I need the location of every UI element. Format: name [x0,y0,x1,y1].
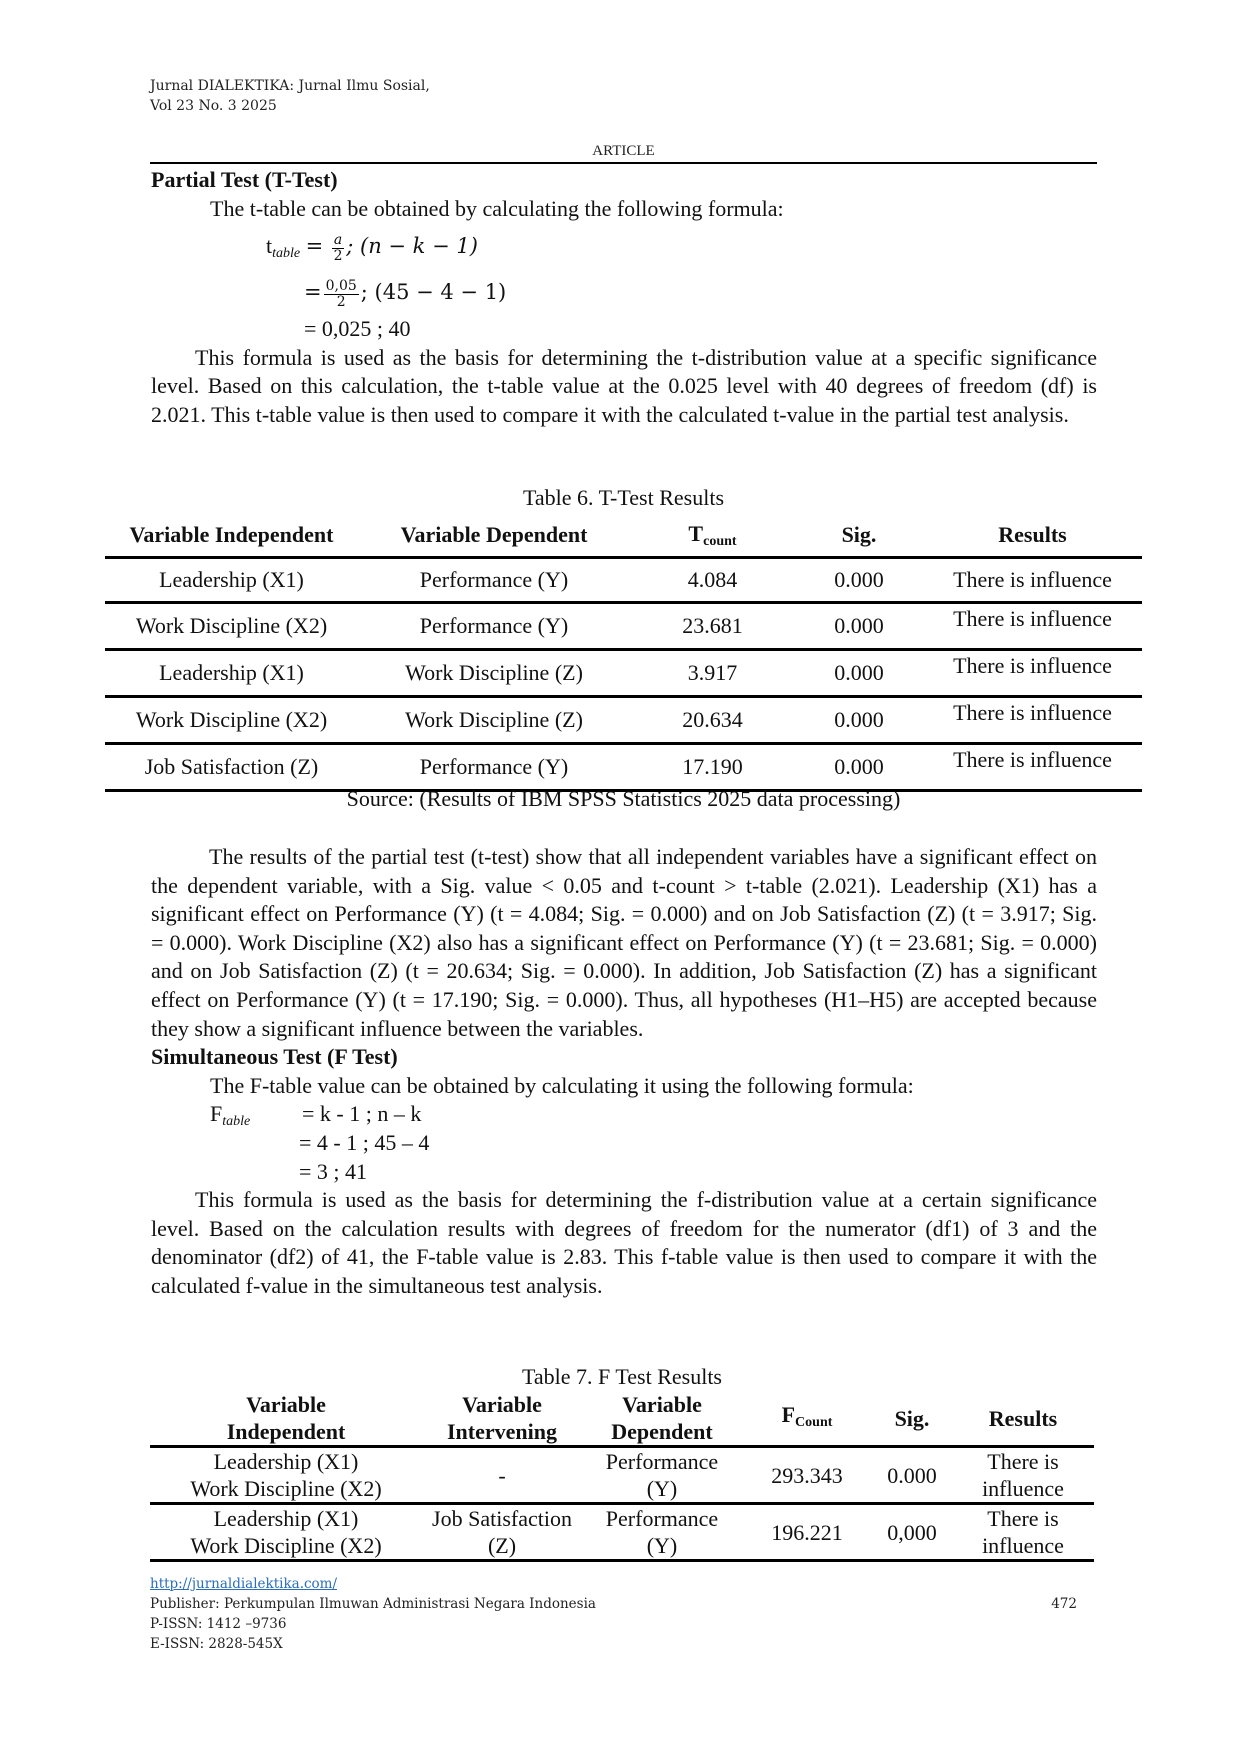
cell-independent: Job Satisfaction (Z) [105,744,358,791]
cell-sig: 0.000 [795,603,923,650]
cell-fcount: 293.343 [742,1447,872,1504]
cell-result: There is influence [923,603,1142,650]
journal-header [150,76,430,116]
col-header-intervening: Variable Intervening [422,1391,582,1447]
table-row [150,1504,1094,1561]
col-header-dependent: Variable Dependent [582,1391,742,1447]
cell-tcount: 4.084 [630,558,795,603]
cell-result: There is influence [952,1447,1094,1504]
cell-tcount: 23.681 [630,603,795,650]
cell-independent: Leadership (X1) Work Discipline (X2) [150,1447,422,1504]
col-header-dependent: Variable Dependent [358,514,630,558]
col-header-sig: Sig. [872,1391,952,1447]
col-header-results: Results [923,514,1142,558]
footer-publisher: Publisher: Perkumpulan Ilmuwan Administrasi Negara Indonesia [150,1596,596,1612]
cell-sig: 0.000 [795,744,923,791]
formula-lhs: $t_{table}$ [266,233,301,262]
table7-caption: Table 7. F Test Results [521,1364,722,1389]
table-row [105,697,1142,744]
table-row [105,558,1142,603]
cell-dependent: Work Discipline (Z) [358,697,630,744]
cell-intervening: - [422,1447,582,1504]
page-number: 472 [1051,1596,1077,1612]
ttest-explanation: This formula is used as the basis for determining the t-distribution value at a specific significance level. Based on this calculation, the t-table value at the 0.025 level with 40 degrees of freedom (df) is 2.021. This t-table value is then used to compare it with the calculated t-value in the partial test analysis. [151,344,1097,427]
ftest-results-table [150,1391,1094,1562]
ftest-explanation: This formula is used as the basis for determining the f-distribution value at a certain significance level. Based on the calculation results with degrees of freedom for the numerator (df1) of 3 and the denominator (df2) of 41, the F-table value is 2.83. This f-table value is then used to compare it with the calculated f-value in the simultaneous test analysis. [151,1187,1097,1298]
ftest-heading: Simultaneous Test (F Test) [151,1044,398,1070]
ftest-formula-line2: = 4 - 1 ; 45 – 4 [299,1129,430,1155]
cell-dependent: Performance (Y) [358,603,630,650]
cell-fcount: 196.221 [742,1504,872,1561]
cell-dependent: Performance (Y) [582,1504,742,1561]
ttest-section [151,166,1097,430]
cell-result: There is influence [923,697,1142,744]
section-label: ARTICLE [592,143,655,159]
cell-dependent: Performance (Y) [582,1447,742,1504]
table6-source: Source: (Results of IBM SPSS Statistics 2025 data processing) [346,786,901,811]
ftest-section [151,843,1097,1301]
cell-sig: 0.000 [872,1447,952,1504]
table6-caption: Table 6. T-Test Results [522,485,725,510]
journal-title: Jurnal DIALEKTIKA: Jurnal Ilmu Sosial, [150,78,430,94]
table-row [105,603,1142,650]
table-header-row [150,1391,1094,1447]
ttest-formula-line1: $t_{table}$ = $\frac{a}{2}$ ; (n − k − 1) [266,231,478,264]
col-header-sig: Sig. [795,514,923,558]
cell-tcount: 3.917 [630,650,795,697]
table-row [105,744,1142,791]
col-header-independent: Variable Independent [150,1391,422,1447]
ttest-heading: Partial Test (T-Test) [151,167,338,192]
cell-sig: 0.000 [795,558,923,603]
cell-independent: Leadership (X1) [105,650,358,697]
ttest-formula-line3: = 0,025 ; 40 [304,316,411,342]
cell-result: There is influence [923,650,1142,697]
footer-p-issn: P-ISSN: 1412 –9736 [150,1616,287,1632]
table-row [105,650,1142,697]
cell-dependent: Performance (Y) [358,744,630,791]
table-header-row [105,514,1142,558]
cell-tcount: 17.190 [630,744,795,791]
table-row [150,1447,1094,1504]
formula-lhs: $F_{table}$ [210,1101,251,1130]
cell-result: There is influence [923,558,1142,603]
cell-tcount: 20.634 [630,697,795,744]
cell-independent: Work Discipline (X2) [105,603,358,650]
cell-dependent: Performance (Y) [358,558,630,603]
col-header-fcount: FCount [742,1391,872,1447]
cell-independent: Work Discipline (X2) [105,697,358,744]
formula-fraction: $\frac{0,05}{2}$ [325,277,357,310]
col-header-results: Results [952,1391,1094,1447]
ttest-intro: The t-table can be obtained by calculating the following formula: [210,195,784,221]
ftest-formula-line3: = 3 ; 41 [299,1158,368,1184]
col-header-independent: Variable Independent [105,514,358,558]
cell-dependent: Work Discipline (Z) [358,650,630,697]
cell-independent: Leadership (X1) Work Discipline (X2) [150,1504,422,1561]
journal-volume: Vol 23 No. 3 2025 [150,98,277,114]
ftest-formula-line1: $F_{table} = k - 1$ ; n – k [151,1100,1097,1129]
formula-fraction: $\frac{a}{2}$ [333,231,343,264]
cell-sig: 0.000 [795,697,923,744]
col-header-tcount: Tcount [630,514,795,558]
ttest-results-paragraph: The results of the partial test (t-test) show that all independent variables have a significant effect on the dependent variable, with a Sig. value < 0.05 and t-count > t-table (2.021). Leadership (X1) has a significant effect on Performance (Y) (t = 4.084; Sig. = 0.000) and on Job Satisfaction (Z) (t = 3.917; Sig. = 0.000). Work Discipline (X2) also has a significant effect on Performance (Y) (t = 23.681; Sig. = 0.000) and on Job Satisfaction (Z) (t = 20.634; Sig. = 0.000). In addition, Job Satisfaction (Z) has a significant effect on Performance (Y) (t = 17.190; Sig. = 0.000). Thus, all hypotheses (H1–H5) are accepted because they show a significant influence between the variables. [151,844,1097,1041]
cell-result: There is influence [952,1504,1094,1561]
cell-sig: 0.000 [795,650,923,697]
cell-intervening: Job Satisfaction (Z) [422,1504,582,1561]
journal-url-link[interactable]: http://jurnaldialektika.com/ [150,1576,338,1592]
ttest-results-table [105,514,1142,792]
page-footer [150,1574,1097,1654]
cell-sig: 0,000 [872,1504,952,1561]
header-rule [150,162,1097,164]
cell-independent: Leadership (X1) [105,558,358,603]
footer-e-issn: E-ISSN: 2828-545X [150,1636,283,1652]
ftest-intro: The F-table value can be obtained by calculating it using the following formula: [210,1072,914,1098]
cell-result: There is influence [923,744,1142,791]
ttest-formula-line2: = $\frac{0,05}{2}$ ; (45 − 4 − 1) [304,277,507,310]
